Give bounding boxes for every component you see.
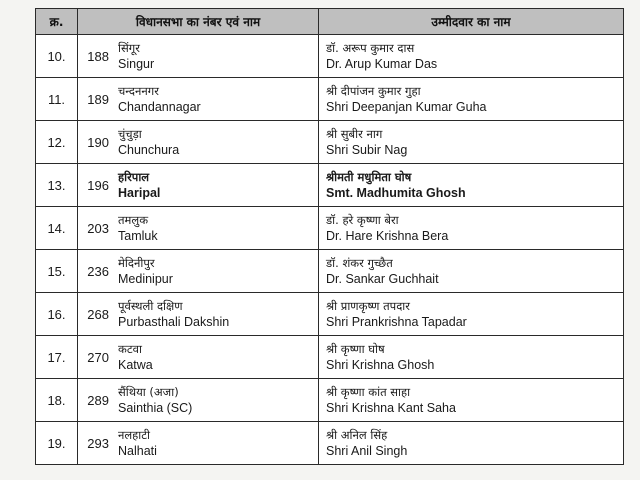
- constituency-number: 189: [87, 91, 109, 107]
- candidate-name-english: Shri Subir Nag: [326, 143, 408, 157]
- table-row: [36, 207, 624, 250]
- candidate-name-hindi: श्री प्राणकृष्ण तपदार: [326, 299, 410, 313]
- constituency-name-hindi: चन्दननगर: [118, 84, 159, 98]
- candidate-name-hindi: श्री सुबीर नाग: [326, 127, 383, 141]
- constituency-cell: [78, 121, 319, 164]
- constituency-name-hindi: तमलुक: [118, 213, 149, 227]
- candidate-cell: [319, 164, 624, 207]
- constituency-cell: [78, 35, 319, 78]
- constituency-cell: [78, 336, 319, 379]
- constituency-number: 268: [87, 306, 109, 322]
- serial-header: क्र.: [36, 9, 78, 35]
- candidate-header: उम्मीदवार का नाम: [319, 9, 624, 35]
- table-row: [36, 379, 624, 422]
- candidate-cell: [319, 422, 624, 465]
- table-row: [36, 35, 624, 78]
- serial-number: 19.: [36, 422, 78, 465]
- candidate-name-english: Shri Anil Singh: [326, 444, 408, 458]
- constituency-name-hindi: हरिपाल: [118, 170, 150, 184]
- constituency-cell: [78, 379, 319, 422]
- constituency-name-hindi: कटवा: [118, 342, 143, 356]
- candidate-name-hindi: डॉ. शंकर गुच्छैत: [326, 256, 393, 270]
- constituency-name-english: Chandannagar: [118, 100, 201, 114]
- constituency-name-english: Purbasthali Dakshin: [118, 315, 230, 329]
- constituency-name-english: Singur: [118, 57, 155, 71]
- constituency-cell: [78, 78, 319, 121]
- candidate-name-english: Shri Krishna Kant Saha: [326, 401, 456, 415]
- candidate-cell: [319, 293, 624, 336]
- constituency-cell: [78, 164, 319, 207]
- candidate-name-hindi: श्रीमती मधुमिता घोष: [326, 170, 412, 184]
- table-row: [36, 78, 624, 121]
- table-row: [36, 121, 624, 164]
- constituency-cell: [78, 250, 319, 293]
- serial-number: 11.: [36, 78, 78, 121]
- table-row: [36, 336, 624, 379]
- constituency-name-english: Haripal: [118, 186, 161, 200]
- constituency-name-hindi: मेदिनीपुर: [118, 256, 155, 270]
- candidate-name-hindi: श्री कृष्णा कांत साहा: [326, 385, 411, 399]
- candidate-cell: [319, 78, 624, 121]
- serial-number: 17.: [36, 336, 78, 379]
- table-row: [36, 293, 624, 336]
- constituency-name-english: Tamluk: [118, 229, 158, 243]
- constituency-number: 203: [87, 220, 109, 236]
- serial-number: 10.: [36, 35, 78, 78]
- constituency-number: 293: [87, 435, 109, 451]
- constituency-number: 289: [87, 392, 109, 408]
- constituency-name-english: Katwa: [118, 358, 153, 372]
- candidate-name-hindi: डॉ. हरे कृष्णा बेरा: [326, 213, 399, 227]
- candidate-cell: [319, 207, 624, 250]
- constituency-number: 190: [87, 134, 109, 150]
- candidate-name-hindi: श्री दीपांजन कुमार गुहा: [326, 84, 421, 98]
- serial-number: 13.: [36, 164, 78, 207]
- candidate-cell: [319, 250, 624, 293]
- candidate-name-hindi: श्री अनिल सिंह: [326, 428, 388, 442]
- candidate-name-english: Shri Deepanjan Kumar Guha: [326, 100, 487, 114]
- constituency-name-english: Chunchura: [118, 143, 180, 157]
- constituency-name-hindi: चुंचुड़ा: [118, 127, 142, 141]
- table-row: [36, 422, 624, 465]
- constituency-name-english: Medinipur: [118, 272, 173, 286]
- constituency-name-hindi: नलहाटी: [118, 428, 151, 442]
- constituency-number: 188: [87, 48, 109, 64]
- candidate-name-english: Shri Krishna Ghosh: [326, 358, 435, 372]
- constituency-number: 196: [87, 177, 109, 193]
- candidate-name-english: Dr. Sankar Guchhait: [326, 272, 439, 286]
- constituency-name-english: Sainthia (SC): [118, 401, 193, 415]
- serial-number: 15.: [36, 250, 78, 293]
- constituency-cell: [78, 422, 319, 465]
- constituency-number: 236: [87, 263, 109, 279]
- candidate-cell: [319, 336, 624, 379]
- candidate-cell: [319, 379, 624, 422]
- candidate-name-english: Dr. Arup Kumar Das: [326, 57, 438, 71]
- table-body: [36, 35, 624, 465]
- constituency-name-hindi: सैंथिया (अजा): [118, 385, 179, 399]
- serial-number: 16.: [36, 293, 78, 336]
- table-header-row: [36, 9, 624, 35]
- constituency-name-hindi: पूर्वस्थली दक्षिण: [118, 299, 183, 313]
- candidate-list-table: [35, 8, 624, 465]
- candidate-name-hindi: डॉ. अरूप कुमार दास: [326, 41, 415, 55]
- constituency-cell: [78, 293, 319, 336]
- serial-number: 14.: [36, 207, 78, 250]
- candidate-cell: [319, 35, 624, 78]
- candidate-name-english: Dr. Hare Krishna Bera: [326, 229, 449, 243]
- constituency-header: विधानसभा का नंबर एवं नाम: [78, 9, 319, 35]
- constituency-cell: [78, 207, 319, 250]
- table-row: [36, 250, 624, 293]
- table-row: [36, 164, 624, 207]
- candidate-name-hindi: श्री कृष्णा घोष: [326, 342, 385, 356]
- constituency-number: 270: [87, 349, 109, 365]
- serial-number: 12.: [36, 121, 78, 164]
- serial-number: 18.: [36, 379, 78, 422]
- constituency-name-english: Nalhati: [118, 444, 157, 458]
- candidate-name-english: Smt. Madhumita Ghosh: [326, 186, 466, 200]
- constituency-name-hindi: सिंगूर: [118, 41, 140, 55]
- candidate-cell: [319, 121, 624, 164]
- candidate-name-english: Shri Prankrishna Tapadar: [326, 315, 467, 329]
